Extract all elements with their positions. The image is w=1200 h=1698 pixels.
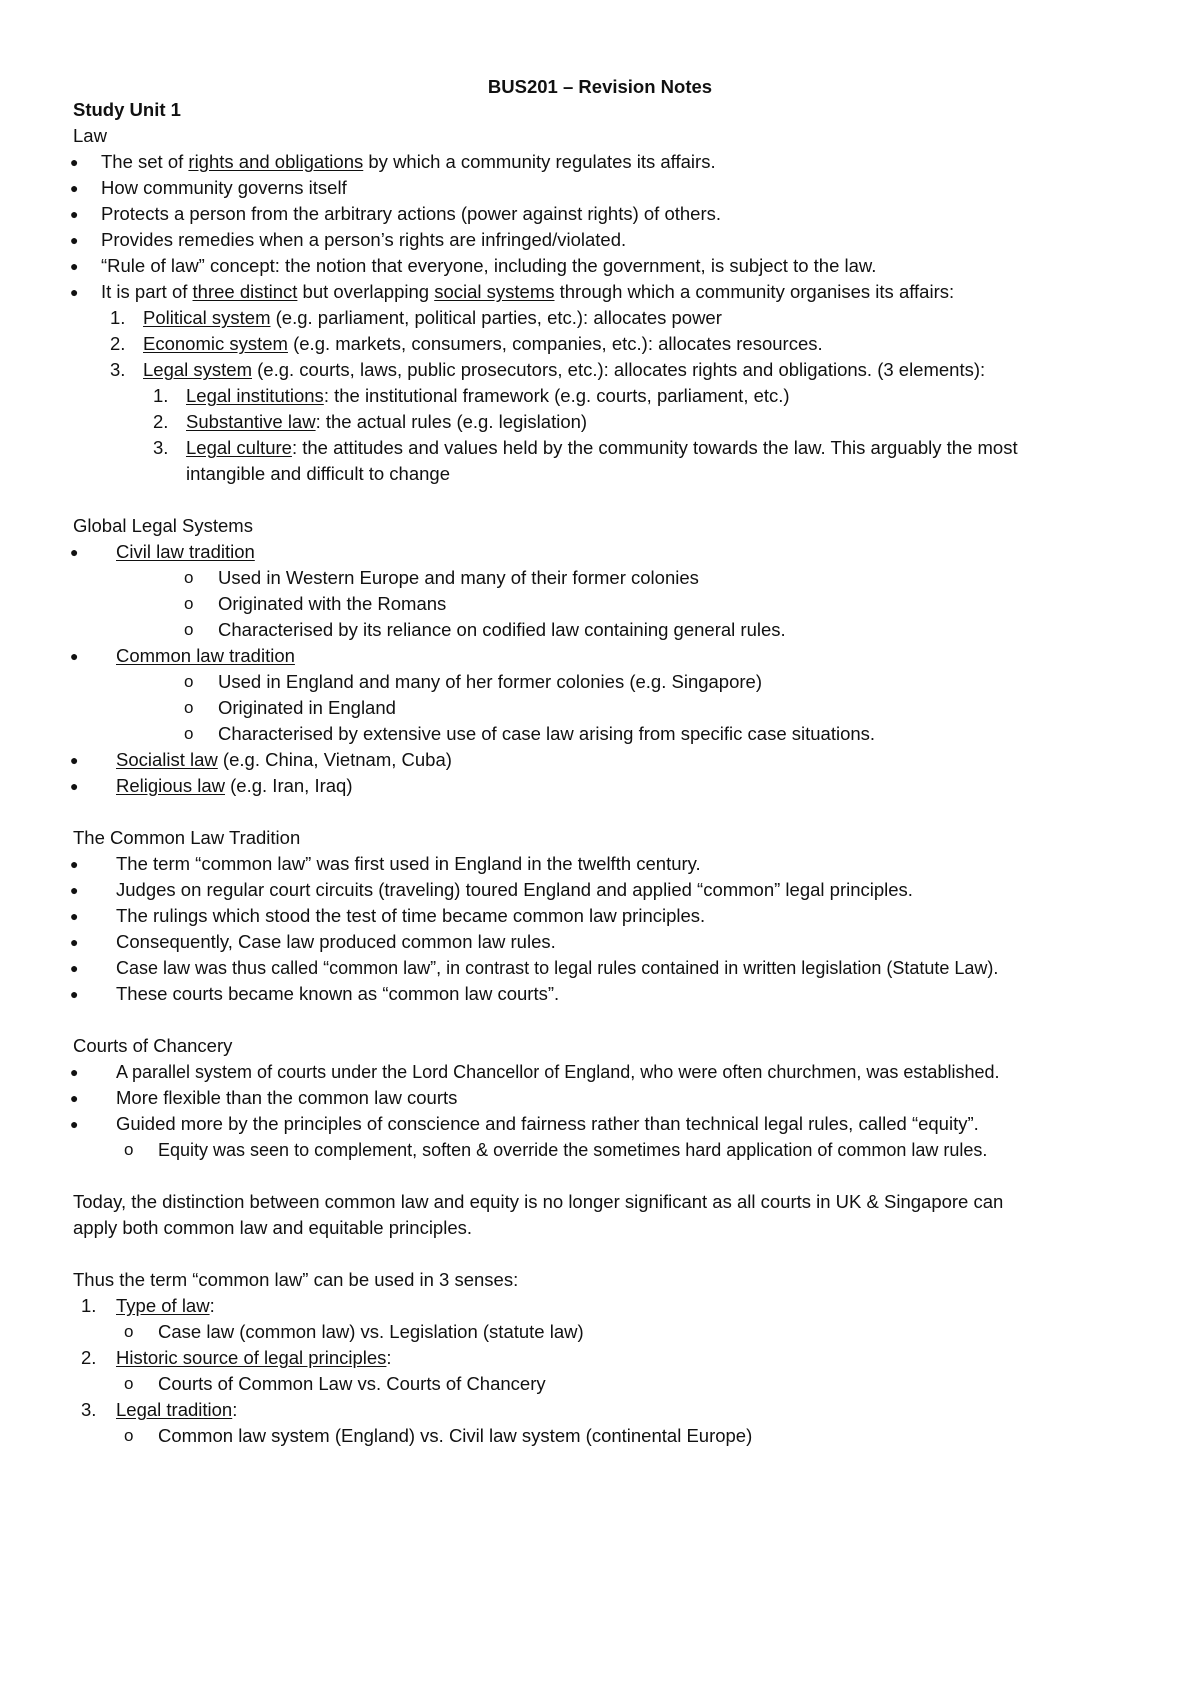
list-number: 3. xyxy=(153,437,169,458)
system-legal: Legal system (e.g. courts, laws, public prosecutors, etc.): allocates rights and obligations. (3 elements): xyxy=(143,359,986,380)
sense-2-detail: Courts of Common Law vs. Courts of Chancery xyxy=(158,1373,546,1394)
bullet-icon: ● xyxy=(70,1064,79,1080)
sub-bullet-icon: o xyxy=(184,620,194,639)
senses-intro: Thus the term “common law” can be used in 3 senses: xyxy=(73,1269,519,1290)
global-heading: Global Legal Systems xyxy=(73,515,253,536)
sense-1-detail: Case law (common law) vs. Legislation (statute law) xyxy=(158,1321,584,1342)
chancery-item-3: Guided more by the principles of conscience and fairness rather than technical legal rules, called “equity”. xyxy=(116,1113,979,1134)
bullet-icon: ● xyxy=(70,206,79,222)
socialist-law: Socialist law (e.g. China, Vietnam, Cuba) xyxy=(116,749,452,770)
law-bullet-3: Protects a person from the arbitrary actions (power against rights) of others. xyxy=(101,203,722,224)
religious-law: Religious law (e.g. Iran, Iraq) xyxy=(116,775,353,796)
bullet-icon: ● xyxy=(70,986,79,1002)
bullet-icon: ● xyxy=(70,258,79,274)
sub-bullet-icon: o xyxy=(184,672,194,691)
law-bullet-5: “Rule of law” concept: the notion that everyone, including the government, is subject to the law. xyxy=(101,255,877,276)
legal-element-3-cont: intangible and difficult to change xyxy=(186,463,450,484)
bullet-icon: ● xyxy=(70,284,79,300)
chancery-item-1: A parallel system of courts under the Lord Chancellor of England, who were often churchmen, was established. xyxy=(116,1062,1000,1082)
common-item-2: Originated in England xyxy=(218,697,396,718)
bullet-icon: ● xyxy=(70,544,79,560)
sub-bullet-icon: o xyxy=(184,594,194,613)
law-bullet-2: How community governs itself xyxy=(101,177,347,198)
legal-element-3: Legal culture: the attitudes and values held by the community towards the law. This arguably the most xyxy=(186,437,1018,458)
list-number: 1. xyxy=(81,1295,97,1316)
document-title: BUS201 – Revision Notes xyxy=(487,76,713,97)
list-number: 1. xyxy=(110,307,126,328)
tradition-heading: The Common Law Tradition xyxy=(73,827,301,848)
bullet-icon: ● xyxy=(70,232,79,248)
today-line-2: apply both common law and equitable principles. xyxy=(73,1217,473,1238)
civil-law-label: Civil law tradition xyxy=(116,541,255,562)
civil-item-1: Used in Western Europe and many of their former colonies xyxy=(218,567,699,588)
tradition-item-2: Judges on regular court circuits (traveling) toured England and applied “common” legal principles. xyxy=(116,879,913,900)
tradition-item-4: Consequently, Case law produced common law rules. xyxy=(116,931,556,952)
sense-3-detail: Common law system (England) vs. Civil law system (continental Europe) xyxy=(158,1425,753,1446)
chancery-item-2: More flexible than the common law courts xyxy=(116,1087,458,1108)
sub-bullet-icon: o xyxy=(184,698,194,717)
legal-element-1: Legal institutions: the institutional framework (e.g. courts, parliament, etc.) xyxy=(186,385,790,406)
sense-2: Historic source of legal principles: xyxy=(116,1347,392,1368)
bullet-icon: ● xyxy=(70,154,79,170)
bullet-icon: ● xyxy=(70,180,79,196)
civil-item-2: Originated with the Romans xyxy=(218,593,447,614)
law-bullet-6: It is part of three distinct but overlapping social systems through which a community organises its affairs: xyxy=(101,281,955,302)
sub-bullet-icon: o xyxy=(124,1322,134,1341)
sense-3: Legal tradition: xyxy=(116,1399,238,1420)
today-line-1: Today, the distinction between common law and equity is no longer significant as all courts in UK & Singapore can xyxy=(73,1191,1004,1212)
list-number: 2. xyxy=(153,411,169,432)
sub-bullet-icon: o xyxy=(184,568,194,587)
tradition-item-6: These courts became known as “common law courts”. xyxy=(116,983,560,1004)
law-heading: Law xyxy=(73,125,107,146)
common-item-3: Characterised by extensive use of case law arising from specific case situations. xyxy=(218,723,876,744)
civil-item-3: Characterised by its reliance on codified law containing general rules. xyxy=(218,619,786,640)
bullet-icon: ● xyxy=(70,1090,79,1106)
list-number: 3. xyxy=(110,359,126,380)
bullet-icon: ● xyxy=(70,960,79,976)
common-law-label: Common law tradition xyxy=(116,645,295,666)
list-number: 2. xyxy=(81,1347,97,1368)
bullet-icon: ● xyxy=(70,1116,79,1132)
bullet-icon: ● xyxy=(70,934,79,950)
bullet-icon: ● xyxy=(70,648,79,664)
list-number: 1. xyxy=(153,385,169,406)
system-political: Political system (e.g. parliament, political parties, etc.): allocates power xyxy=(143,307,722,328)
chancery-sub-item: Equity was seen to complement, soften & override the sometimes hard application of common law rules. xyxy=(158,1140,988,1160)
law-bullet-4: Provides remedies when a person’s rights are infringed/violated. xyxy=(101,229,627,250)
unit-heading: Study Unit 1 xyxy=(73,99,181,120)
sense-1: Type of law: xyxy=(116,1295,215,1316)
bullet-icon: ● xyxy=(70,908,79,924)
sub-bullet-icon: o xyxy=(124,1426,134,1445)
tradition-item-1: The term “common law” was first used in England in the twelfth century. xyxy=(116,853,701,874)
chancery-heading: Courts of Chancery xyxy=(73,1035,233,1056)
sub-bullet-icon: o xyxy=(184,724,194,743)
bullet-icon: ● xyxy=(70,752,79,768)
legal-element-2: Substantive law: the actual rules (e.g. legislation) xyxy=(186,411,588,432)
list-number: 3. xyxy=(81,1399,97,1420)
sub-bullet-icon: o xyxy=(124,1140,134,1159)
tradition-item-3: The rulings which stood the test of time became common law principles. xyxy=(116,905,706,926)
common-item-1: Used in England and many of her former colonies (e.g. Singapore) xyxy=(218,671,762,692)
bullet-icon: ● xyxy=(70,882,79,898)
system-economic: Economic system (e.g. markets, consumers, companies, etc.): allocates resources. xyxy=(143,333,823,354)
list-number: 2. xyxy=(110,333,126,354)
bullet-icon: ● xyxy=(70,778,79,794)
sub-bullet-icon: o xyxy=(124,1374,134,1393)
tradition-item-5: Case law was thus called “common law”, in contrast to legal rules contained in written legislation (Statute Law). xyxy=(116,958,999,978)
bullet-icon: ● xyxy=(70,856,79,872)
law-bullet-1: The set of rights and obligations by which a community regulates its affairs. xyxy=(101,151,716,172)
